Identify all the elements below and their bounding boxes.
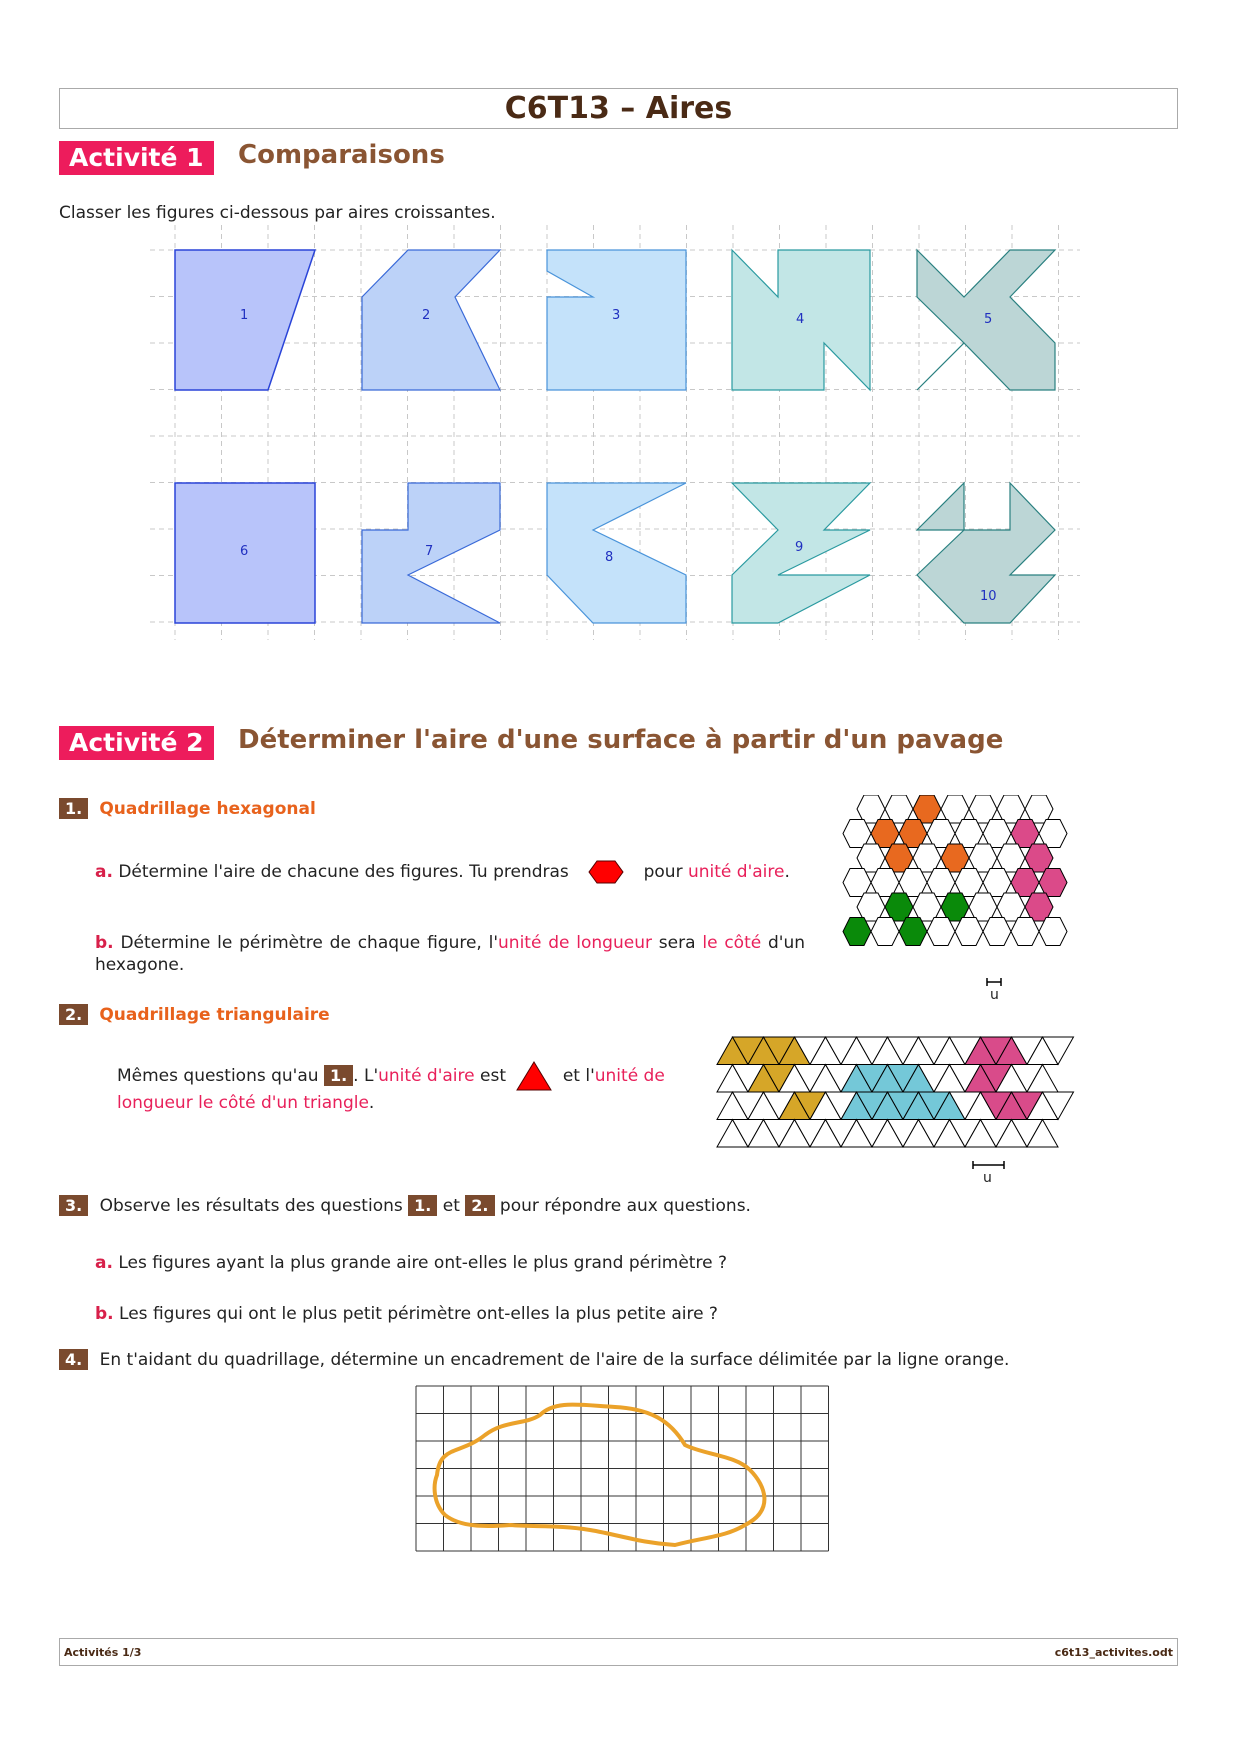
hex-cell [983,820,1011,848]
hex-cell [969,844,997,872]
hex-cell [913,844,941,872]
activity1-tag: Activité 1 [59,141,214,175]
hex-cell [941,795,969,823]
figure-label-4: 4 [796,312,805,327]
hex-cell [1039,820,1067,848]
footer-left: Activités 1/3 [64,1646,142,1659]
hex-cell [885,795,913,823]
hex-cell [997,844,1025,872]
hex-cell [927,820,955,848]
hex-cell [843,869,871,897]
figure-8 [547,483,686,623]
hex-cell [913,795,941,823]
hex-cell [1011,869,1039,897]
q2-end: . [368,1093,375,1113]
q3a-label: a. [95,1253,113,1273]
figure-label-6: 6 [240,544,249,559]
hex-cell [885,844,913,872]
q4-header [59,1349,1009,1371]
q1a-unit: unité d'aire [687,862,785,882]
hex-cell [871,918,899,946]
q1b-unit: unité de longueur [498,933,652,953]
hex-u-label: u [990,987,999,1003]
q3b-text: Les figures qui ont le plus petit périmètre ont-elles la plus petite aire ? [119,1304,718,1324]
square-grid [415,1385,845,1565]
u-measure-icon-2 [973,1161,1004,1169]
activity1-instruction: Classer les figures ci-dessous par aires croissantes. [59,203,496,223]
hex-cell [955,820,983,848]
q2-text1: Mêmes questions qu'au [117,1066,319,1086]
hexagonal-grid [840,795,1080,1005]
q4-number: 4. [59,1349,88,1370]
q2-text4: et l' [562,1066,595,1086]
hex-cell [843,820,871,848]
hex-cells [843,795,1067,946]
hex-cell [941,844,969,872]
hex-cell [1025,795,1053,823]
q3-text3: pour répondre aux questions. [499,1196,751,1216]
figure-label-8: 8 [605,550,614,565]
footer [59,1638,1178,1666]
q3a [95,1252,727,1274]
q3-text1: Observe les résultats des questions [99,1196,403,1216]
hex-cell [871,820,899,848]
footer-right: c6t13_activites.odt [1054,1646,1173,1659]
hex-cell [1039,918,1067,946]
q1a [95,859,805,885]
q2-text2: . L' [353,1066,379,1086]
figure-2 [362,250,500,390]
hex-cell [1011,918,1039,946]
hex-cell [899,869,927,897]
q2-text [117,1060,702,1114]
hex-cell [1025,844,1053,872]
q3b [95,1303,718,1325]
q3-header [59,1195,751,1217]
figure-label-1: 1 [240,308,249,323]
hex-cell [927,918,955,946]
hex-cell [899,820,927,848]
tri-u-label: u [983,1170,992,1185]
activity1-title: Comparaisons [238,140,445,170]
hex-cell [857,893,885,921]
hex-cell [843,918,871,946]
activity2-tag: Activité 2 [59,726,214,760]
q2-unit-len: unité de longueur le côté d'un triangle [117,1066,665,1113]
hex-cell [857,795,885,823]
hex-cell [899,918,927,946]
q1b-label: b. [95,933,114,953]
hex-cell [997,795,1025,823]
q1-number: 1. [59,798,88,819]
triangle-cells [717,1037,1074,1147]
hex-cell [983,918,1011,946]
q3-text2: et [442,1196,460,1216]
q2-header [59,1004,330,1025]
page-title: C6T13 – Aires [504,91,733,126]
figure-label-5: 5 [984,312,993,327]
hex-cell [871,869,899,897]
q3a-text: Les figures ayant la plus grande aire ont-elles le plus grand périmètre ? [118,1253,727,1273]
q3-ref2: 2. [465,1195,494,1216]
q2-number: 2. [59,1004,88,1025]
q1a-label: a. [95,862,113,882]
hex-cell [969,795,997,823]
hex-cell [927,869,955,897]
q2-ref: 1. [324,1065,353,1086]
figure-label-7: 7 [425,544,434,559]
q3-number: 3. [59,1195,88,1216]
figure-label-3: 3 [612,308,621,323]
q1b-text3: d'un hexagone. [95,933,806,975]
hex-cell [955,869,983,897]
figures-grid [150,225,1090,645]
q1b [95,932,805,976]
q3-ref1: 1. [408,1195,437,1216]
q2-text3: est [480,1066,506,1086]
hex-cell [857,844,885,872]
hex-cell [1011,820,1039,848]
figure-label-10: 10 [980,589,997,604]
hex-cell [1039,869,1067,897]
q2-title: Quadrillage triangulaire [99,1005,330,1025]
activity2-title: Déterminer l'aire d'une surface à partir d'un pavage [238,725,1004,755]
u-measure-icon [987,978,1001,986]
hex-cell [913,893,941,921]
q1a-text: Détermine l'aire de chacune des figures. Tu prendras [118,862,569,882]
q1b-text2: sera [658,933,696,953]
red-triangle-icon [515,1060,553,1092]
q2-unit-area: unité d'aire [378,1066,475,1086]
figure-label-2: 2 [422,308,431,323]
q1a-text2: pour [643,862,683,882]
figure-label-9: 9 [795,540,804,555]
q1-title: Quadrillage hexagonal [99,799,316,819]
hex-cell [885,893,913,921]
hex-cell [997,893,1025,921]
hex-cell [955,918,983,946]
q1b-side: le côté [702,933,762,953]
q4-text: En t'aidant du quadrillage, détermine un encadrement de l'aire de la surface délimitée par la ligne orange. [99,1350,1010,1370]
hex-cell [941,893,969,921]
hex-cell [969,893,997,921]
title-box [59,88,1178,129]
q1-header [59,798,316,819]
hex-cell [1025,893,1053,921]
q1b-text: Détermine le périmètre de chaque figure, l' [120,933,499,953]
hex-cell [983,869,1011,897]
q1a-end: . [784,862,790,882]
triangular-grid [715,1035,1115,1185]
red-hexagon-icon [588,859,624,885]
q3b-label: b. [95,1304,114,1324]
